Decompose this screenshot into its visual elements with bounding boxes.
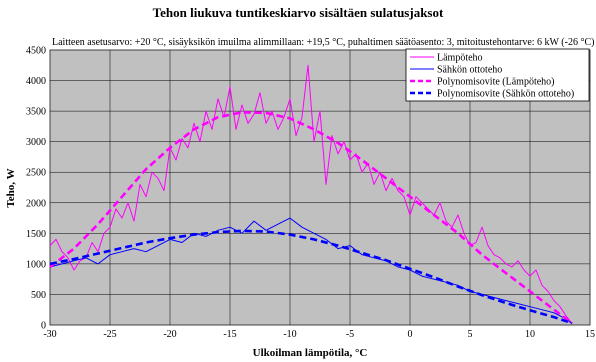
y-tick-label: 500 [31, 289, 46, 301]
y-tick-label: 0 [41, 320, 46, 332]
x-tick-label: -30 [43, 329, 57, 340]
x-tick-label: -10 [283, 329, 297, 340]
x-tick-label: 5 [467, 329, 473, 340]
legend-label-1: Sähkön ottoteho [437, 64, 503, 76]
legend-label-0: Lämpöteho [437, 52, 483, 64]
chart-subtitle: Laitteen asetusarvo: +20 °C, sisäyksikön imuilma alimmillaan: +19,5 °C, puhaltimen säätöasento: 3, mitoitustehontarve: 6 kW (-26 °C) [52, 37, 595, 48]
legend-label-3: Polynomisovite (Sähkön ottoteho) [437, 88, 575, 100]
x-tick-label: -5 [345, 329, 355, 340]
x-tick-label: 0 [407, 329, 413, 340]
y-tick-label: 3500 [26, 106, 46, 118]
y-tick-label: 3000 [26, 137, 46, 149]
y-tick-label: 2000 [26, 198, 46, 210]
legend [406, 49, 589, 101]
x-tick-label: -15 [223, 329, 237, 340]
legend-label-2: Polynomisovite (Lämpöteho) [437, 76, 555, 88]
y-tick-label: 4000 [26, 76, 46, 88]
x-tick-label: -20 [163, 329, 177, 340]
y-axis-label: Teho, W [5, 168, 17, 208]
x-tick-label: 10 [525, 329, 535, 340]
y-tick-label: 2500 [26, 167, 46, 179]
y-tick-label: 1000 [26, 259, 46, 271]
x-tick-label: 15 [585, 329, 595, 340]
chart-title: Tehon liukuva tuntikeskiarvo sisältäen sulatusjaksot [152, 5, 444, 20]
y-tick-label: 1500 [26, 228, 46, 240]
y-tick-label: 4500 [26, 45, 46, 57]
x-axis-label: Ulkoilman lämpötila, °C [252, 347, 368, 359]
x-tick-label: -25 [103, 329, 117, 340]
